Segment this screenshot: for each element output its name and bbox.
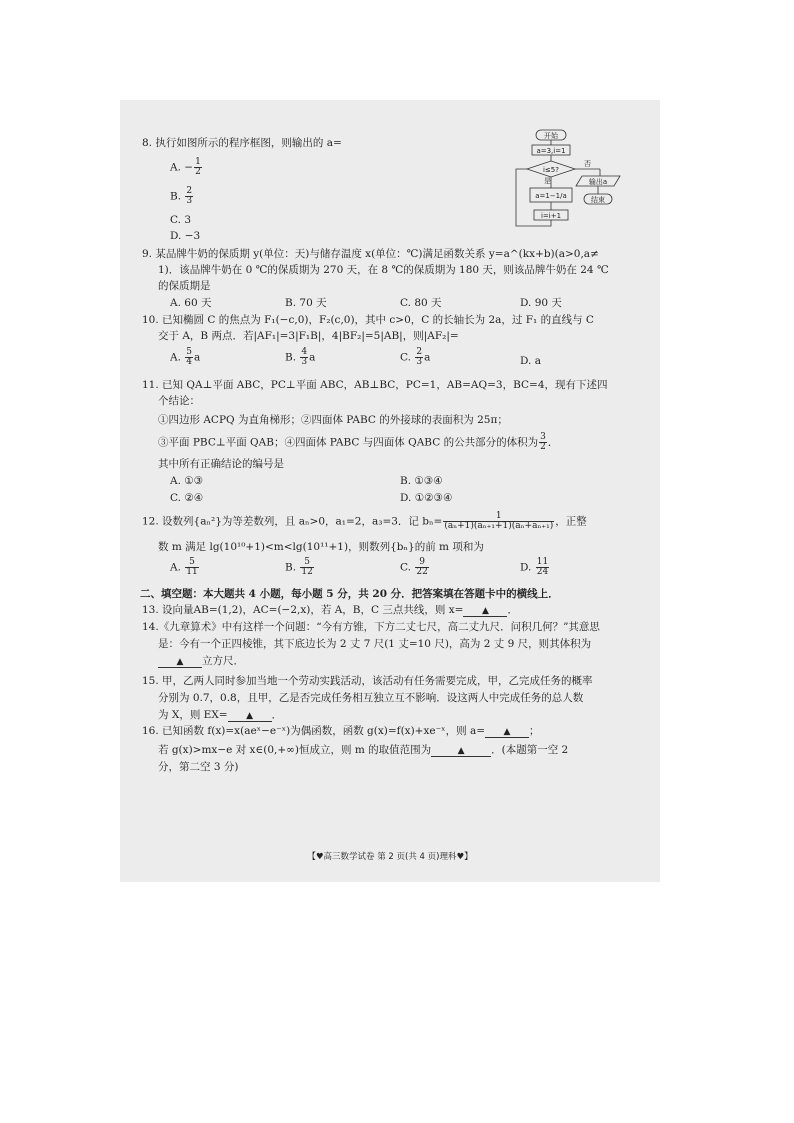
q14-line-2: 是：今有一个正四棱锥，其下底边长为 2 丈 7 尺(1 丈=10 尺)，高为 2 丈 9 尺，则其体积为: [158, 638, 592, 650]
q16-answer-blank-1: ▲: [485, 728, 529, 738]
section-2-heading: 二、填空题：本大题共 4 小题，每小题 5 分，共 20 分．把答案填在答题卡中的横线上．: [140, 588, 559, 600]
q10-option-a: A. $\frac{5}{4}$ a: [170, 347, 201, 367]
q15-line-3: 为 X，则 EX= ▲ ．: [158, 709, 283, 721]
q14-line-3: ▲ 立方尺．: [158, 654, 244, 668]
q10-option-d: D. a: [520, 355, 541, 367]
q9-option-b: B. 70 天: [285, 297, 327, 309]
q10-option-c: C. $\frac{2}{3}$ a: [400, 347, 431, 367]
q12-option-d: D. $\frac{11}{24}$: [520, 557, 549, 577]
q8-option-d: D. −3: [170, 230, 201, 242]
q16-answer-blank-2: ▲: [431, 747, 491, 757]
q15-line-1: 15. 甲，乙两人同时参加当地一个劳动实践活动，该活动有任务需要完成，甲，乙完成任务的概率: [142, 675, 593, 687]
flow-assign: a=1−1/a: [535, 192, 567, 200]
q16-line-3: 分，第二空 3 分): [158, 761, 239, 773]
q12-line-2: 数 m 满足 lg(10¹⁰+1)<m<lg(10¹¹+1)，则数列{bₙ}的前 m 项和为: [158, 541, 484, 553]
q8-option-b: B. $\frac{2}{3}$: [170, 186, 193, 206]
q13-answer-blank: ▲: [463, 607, 507, 617]
q8-option-a: A. − $\frac{1}{2}$: [170, 157, 201, 177]
q12-option-b: B. $\frac{5}{12}$: [285, 557, 313, 577]
q16-line-2: 若 g(x)>mx−e 对 x∈(0,+∞)恒成立，则 m 的取值范围为 ▲ ．(本题第一空 2: [158, 744, 569, 756]
q15-answer-blank: ▲: [228, 712, 272, 722]
q8-stem: 8. 执行如图所示的程序框图，则输出的 a=: [142, 137, 342, 149]
q11-line-2: 个结论：: [158, 395, 200, 407]
q11-option-c: C. ②④: [170, 492, 204, 504]
q10-option-b: B. $\frac{4}{3}$ a: [285, 347, 316, 367]
q11-option-d: D. ①②③④: [400, 492, 453, 504]
q11-line-4: ③平面 PBC⊥平面 QAB；④四面体 PABC 与四面体 QABC 的公共部分的体积为 $\frac{3}{2}$ ．: [158, 432, 559, 452]
q8-option-c: C. 3: [170, 214, 192, 226]
q12-line-1: 12. 设数列{aₙ²}为等差数列，且 aₙ>0，a₁=2，a₃=3．记 bₙ= $\frac{1}{\text{(aₙ+1)(aₙ₊₁+1)(aₙ+aₙ₊₁)}}$ ，正整: [142, 511, 587, 531]
q9-option-d: D. 90 天: [520, 297, 562, 309]
q11-line-5: 其中所有正确结论的编号是: [158, 458, 284, 470]
q9-line-2: 1)．该品牌牛奶在 0 ℃的保质期为 270 天，在 8 ℃的保质期为 180 天，则该品牌牛奶在 24 ℃: [158, 264, 609, 276]
q9-line-3: 的保质期是: [158, 280, 211, 292]
flow-increment: i=i+1: [540, 212, 562, 220]
q14-answer-blank: ▲: [158, 658, 202, 668]
flow-output: 输出a: [588, 178, 608, 186]
page-footer: 【♥高三数学试卷 第 2 页(共 4 页)理科♥】: [307, 852, 473, 862]
flow-init: a=3,i=1: [536, 147, 566, 155]
exam-page: [120, 100, 660, 882]
flow-end: 结束: [591, 196, 605, 204]
program-flowchart: [508, 128, 628, 236]
q13-line-1: 13. 设向量AB=(1,2)，AC=(−2,x)，若 A，B，C 三点共线，则 x= ▲ ．: [142, 604, 518, 616]
q11-option-a: A. ①③: [170, 475, 204, 487]
q16-line-1: 16. 已知函数 f(x)=x(aeˣ−e⁻ˣ)为偶函数，函数 g(x)=f(x)+xe⁻ˣ，则 a= ▲ ；: [142, 725, 540, 737]
flow-condition: i≤5?: [543, 166, 559, 174]
q11-line-3: ①四边形 ACPQ 为直角梯形；②四面体 PABC 的外接球的表面积为 25π；: [158, 414, 508, 426]
q12-option-a: A. $\frac{5}{11}$: [170, 557, 198, 577]
q14-line-1: 14.《九章算术》中有这样一个问题：“今有方锥，下方二丈七尺，高二丈九尺．问积几何？”其意思: [142, 621, 600, 633]
q10-line-2: 交于 A，B 两点．若|AF₁|=3|F₁B|，4|BF₂|=5|AB|，则|AF₂|=: [158, 330, 459, 342]
q9-line-1: 9. 某品牌牛奶的保质期 y(单位：天)与储存温度 x(单位：℃)满足函数关系 y=a^(kx+b)(a>0,a≠: [142, 248, 599, 260]
flow-start: 开始: [544, 132, 558, 140]
q10-line-1: 10. 已知椭圆 C 的焦点为 F₁(−c,0)，F₂(c,0)，其中 c>0，C 的长轴长为 2a，过 F₁ 的直线与 C: [142, 314, 594, 326]
flow-no-label: 否: [584, 160, 591, 168]
q12-option-c: C. $\frac{9}{22}$: [400, 557, 428, 577]
q11-line-1: 11. 已知 QA⊥平面 ABC，PC⊥平面 ABC，AB⊥BC，PC=1，AB=AQ=3，BC=4，现有下述四: [142, 379, 608, 391]
flow-yes-label: 是: [544, 177, 551, 185]
q11-option-b: B. ①③④: [400, 475, 443, 487]
q9-option-c: C. 80 天: [400, 297, 442, 309]
q15-line-2: 分别为 0.7，0.8，且甲，乙是否完成任务相互独立互不影响．设这两人中完成任务的总人数: [158, 692, 584, 704]
q9-option-a: A. 60 天: [170, 297, 212, 309]
